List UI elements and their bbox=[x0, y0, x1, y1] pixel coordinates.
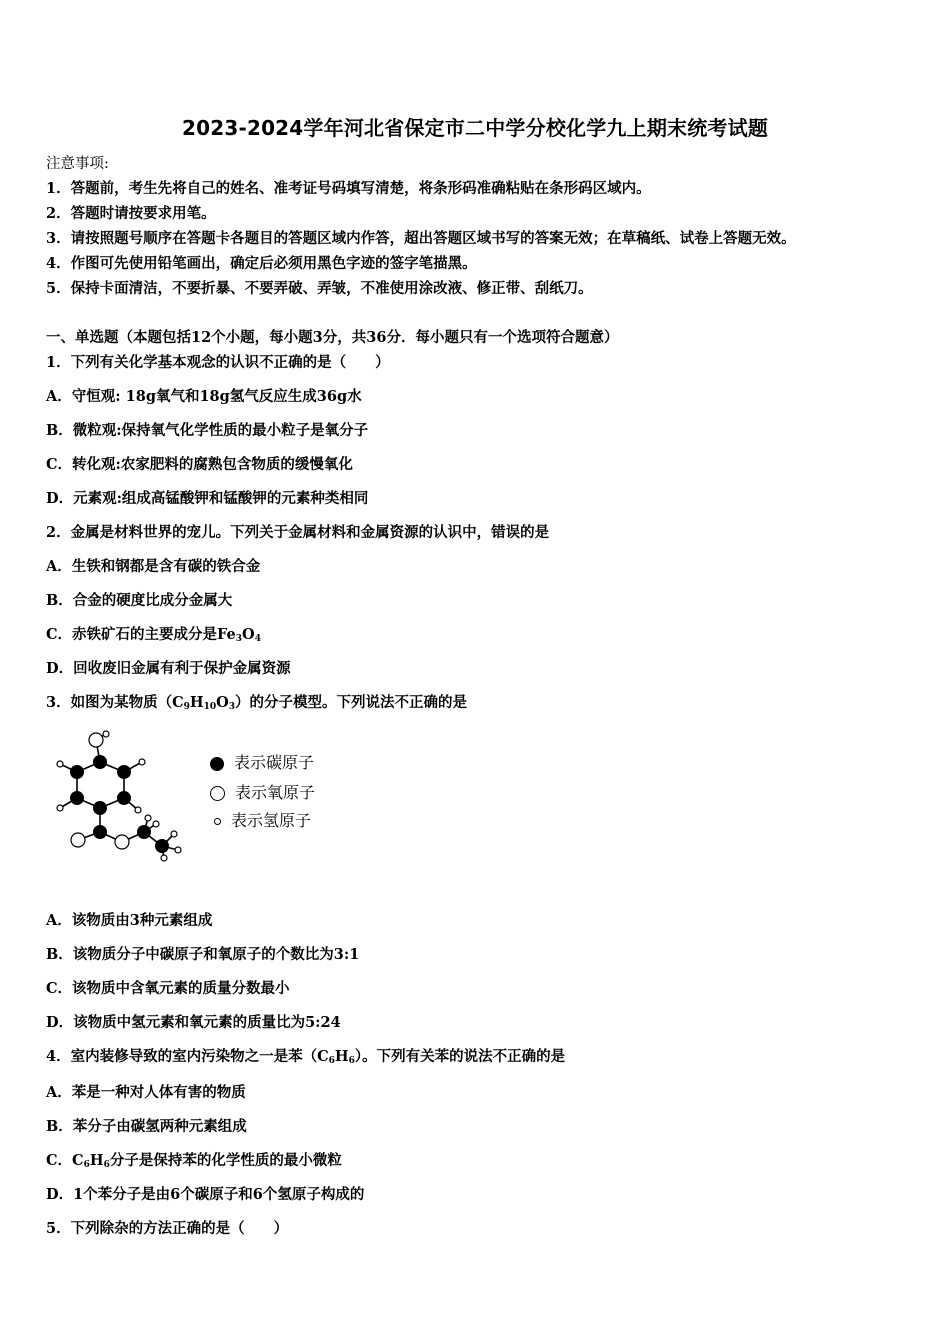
question-1-stem: 1．下列有关化学基本观念的认识不正确的是（ ） bbox=[46, 354, 390, 371]
legend-oxygen: 表示氧原子 bbox=[210, 780, 315, 803]
q1-option-c: C．转化观:农家肥料的腐熟包含物质的缓慢氧化 bbox=[46, 456, 353, 473]
notice-item: 3．请按照题号顺序在答题卡各题目的答题区域内作答，超出答题区域书写的答案无效；在草稿纸、试卷上答题无效。 bbox=[46, 230, 796, 247]
legend-carbon: 表示碳原子 bbox=[210, 750, 314, 773]
notice-heading: 注意事项: bbox=[46, 156, 109, 172]
notice-item: 4．作图可先使用铅笔画出，确定后必须用黑色字迹的签字笔描黑。 bbox=[46, 255, 477, 272]
question-4-stem: 4．室内装修导致的室内污染物之一是苯$(C_6H_6)$。下列有关苯的说法不正确的是 bbox=[46, 1048, 566, 1066]
question-5-stem: 5．下列除杂的方法正确的是（ ） bbox=[46, 1220, 289, 1237]
question-2-stem: 2．金属是材料世界的宠儿。下列关于金属材料和金属资源的认识中，错误的是 bbox=[46, 524, 550, 541]
q4-option-a: A．苯是一种对人体有害的物质 bbox=[46, 1084, 246, 1101]
notice-item: 2．答题时请按要求用笔。 bbox=[46, 205, 216, 222]
q4-option-c: C．$C_6H_6$分子是保持苯的化学性质的最小微粒 bbox=[46, 1152, 342, 1170]
q3-option-b: B．该物质分子中碳原子和氧原子的个数比为3:1 bbox=[46, 946, 360, 963]
q2-option-c: C．赤铁矿石的主要成分是$Fe_3O_4$ bbox=[46, 626, 261, 644]
q2-option-d: D．回收废旧金属有利于保护金属资源 bbox=[46, 660, 291, 677]
q1-option-b: B．微粒观:保持氧气化学性质的最小粒子是氧分子 bbox=[46, 422, 369, 439]
q3-option-d: D．该物质中氢元素和氧元素的质量比为5:24 bbox=[46, 1014, 341, 1031]
carbon-atom-icon bbox=[210, 757, 224, 771]
q4-option-b: B．苯分子由碳氢两种元素组成 bbox=[46, 1118, 247, 1135]
q3-option-c: C．该物质中含氧元素的质量分数最小 bbox=[46, 980, 290, 997]
oxygen-atom-icon bbox=[210, 786, 225, 801]
q2-option-a: A．生铁和钢都是含有碳的铁合金 bbox=[46, 558, 261, 575]
q2-option-b: B．合金的硬度比成分金属大 bbox=[46, 592, 233, 609]
hydrogen-atom-icon bbox=[214, 818, 221, 825]
q3-option-a: A．该物质由3种元素组成 bbox=[46, 912, 213, 929]
q1-option-d: D．元素观:组成高锰酸钾和锰酸钾的元素种类相同 bbox=[46, 490, 369, 507]
q1-option-a: A．守恒观: 18g氧气和18g氢气反应生成36g水 bbox=[46, 388, 362, 405]
legend-hydrogen: 表示氢原子 bbox=[210, 808, 311, 831]
q4-option-d: D．1个苯分子是由6个碳原子和6个氢原子构成的 bbox=[46, 1186, 365, 1203]
question-3-stem: 3．如图为某物质$(C_9H_{10}O_3)$的分子模型。下列说法不正确的是 bbox=[46, 694, 468, 712]
page-title: 2023-2024学年河北省保定市二中学分校化学九上期末统考试题 bbox=[181, 116, 769, 140]
molecule-model-diagram bbox=[48, 728, 198, 863]
section-heading: 一、单选题（本题包括12个小题，每小题3分，共36分．每小题只有一个选项符合题意） bbox=[46, 329, 619, 346]
notice-item: 1．答题前，考生先将自己的姓名、准考证号码填写清楚，将条形码准确粘贴在条形码区域内。 bbox=[46, 180, 651, 197]
notice-item: 5．保持卡面清洁，不要折暴、不要弄破、弄皱，不准使用涂改液、修正带、刮纸刀。 bbox=[46, 280, 593, 297]
